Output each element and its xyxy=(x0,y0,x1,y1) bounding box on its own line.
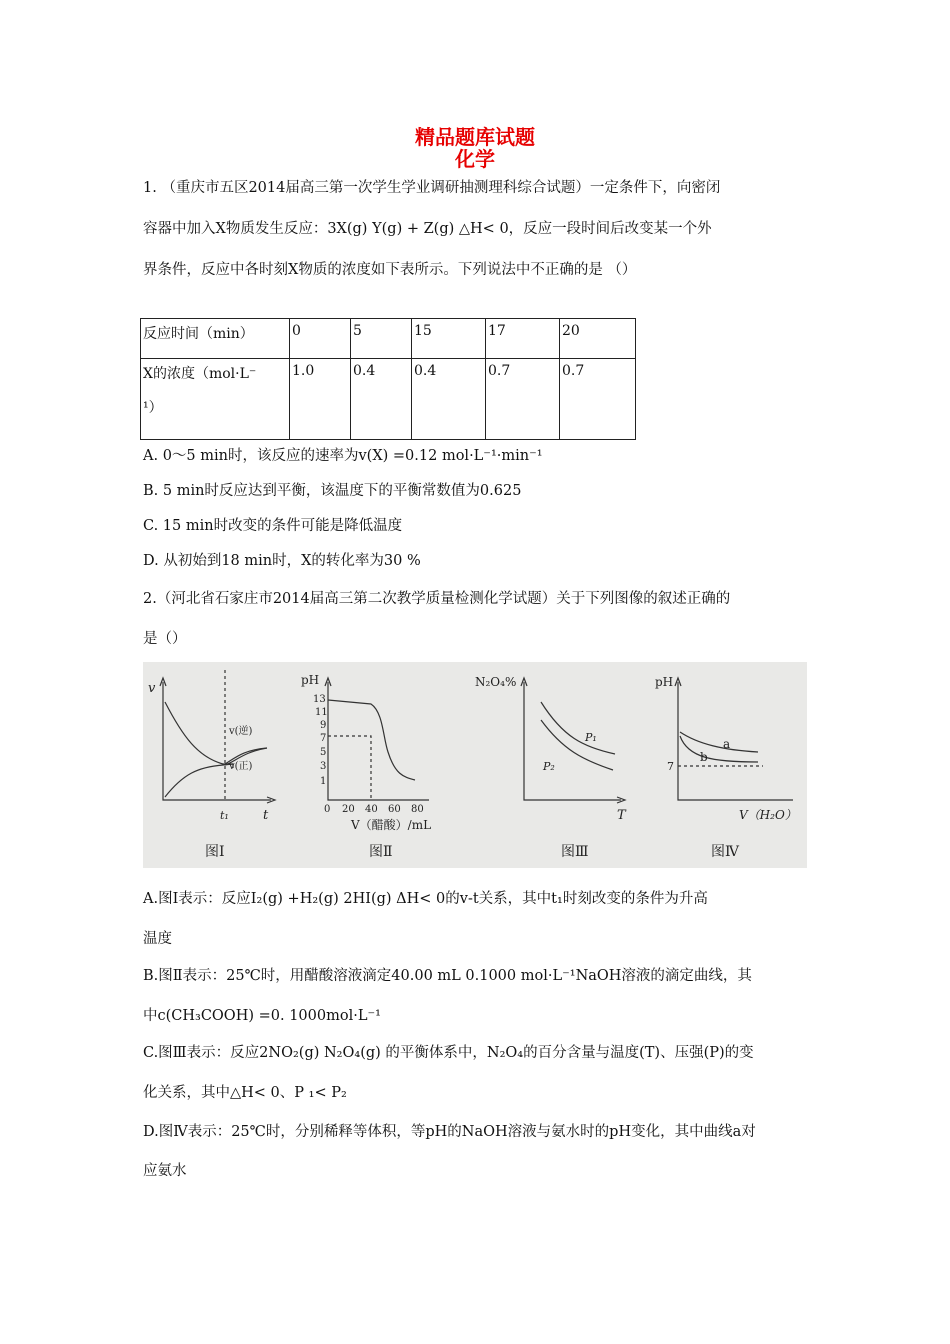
table-cell: 1.0 xyxy=(290,359,351,440)
y-tick: 3 xyxy=(320,761,327,772)
y-tick: 1 xyxy=(320,776,327,787)
ph7-label: 7 xyxy=(667,760,674,773)
q2-stem-line1: 2.（河北省石家庄市2014届高三第二次教学质量检测化学试题）关于下列图像的叙述正确的 xyxy=(143,591,731,607)
curve-b-label: b xyxy=(700,750,708,764)
table-cell-text: X的浓度（mol·L⁻ xyxy=(143,366,257,382)
q2-option-a-line2: 温度 xyxy=(143,931,172,947)
table-cell: 反应时间（min） xyxy=(141,319,290,359)
p2-label: P₂ xyxy=(543,760,555,773)
subject-title: 化学 xyxy=(455,147,495,171)
q2-option-d-line1: D.图Ⅳ表示：25℃时，分别稀释等体积，等pH的NaOH溶液与氨水时的pH变化，其中曲线a对 xyxy=(143,1124,756,1140)
y-tick: 5 xyxy=(320,747,327,758)
y-label: N₂O₄% xyxy=(475,675,517,689)
y-tick: 9 xyxy=(320,720,327,731)
curve-forward xyxy=(165,764,233,797)
curve-a xyxy=(680,732,758,752)
table-cell: 0.4 xyxy=(351,359,412,440)
y-label: pH xyxy=(301,673,320,687)
x-tick: 40 xyxy=(365,804,378,815)
table-cell: 20 xyxy=(560,319,636,359)
x-tick: 0 xyxy=(324,804,331,815)
y-tick: 13 xyxy=(313,694,326,705)
upper-label: v(逆) xyxy=(229,726,253,737)
x-tick: 60 xyxy=(388,804,401,815)
axes-2 xyxy=(328,682,429,800)
figure-3 xyxy=(475,675,627,860)
x-label: V（H₂O） xyxy=(739,808,797,822)
q1-stem-line1: 1. （重庆市五区2014届高三第一次学生学业调研抽测理科综合试题）一定条件下，向密闭 xyxy=(143,180,721,196)
curve-p1 xyxy=(541,702,615,754)
axes-3 xyxy=(524,682,621,800)
table-cell: 0.7 xyxy=(486,359,560,440)
q1-option-b: B. 5 min时反应达到平衡，该温度下的平衡常数值为0.625 xyxy=(143,483,522,499)
x-tick: 20 xyxy=(342,804,355,815)
caption: 图Ⅰ xyxy=(205,844,225,860)
caption: 图Ⅲ xyxy=(561,844,589,860)
x-tick: 80 xyxy=(411,804,424,815)
y-tick: 11 xyxy=(315,707,328,718)
q1-option-a: A. 0～5 min时，该反应的速率为v(X) =0.12 mol·L⁻¹·min⁻¹ xyxy=(143,448,543,464)
figure-4 xyxy=(655,675,797,860)
q2-option-b-line1: B.图Ⅱ表示：25℃时，用醋酸溶液滴定40.00 mL 0.1000 mol·L⁻¹NaOH溶液的滴定曲线，其 xyxy=(143,968,752,984)
q2-option-d-line2: 应氨水 xyxy=(143,1163,187,1179)
table-cell: 15 xyxy=(412,319,486,359)
x-label: V（醋酸）/mL xyxy=(351,818,432,832)
curve-reverse xyxy=(165,702,233,764)
axes-4 xyxy=(678,682,793,800)
equivalence-line xyxy=(328,736,371,800)
concentration-table xyxy=(140,318,636,440)
curve-a-label: a xyxy=(723,737,731,751)
y-label: v xyxy=(148,681,156,696)
q2-stem-line2: 是（） xyxy=(143,631,187,647)
q1-stem-line2: 容器中加入X物质发生反应：3X(g) Y(g) + Z(g) △H< 0，反应一段时间后改变某一个外 xyxy=(143,221,712,237)
table-cell: 5 xyxy=(351,319,412,359)
q1-option-c: C. 15 min时改变的条件可能是降低温度 xyxy=(143,518,403,534)
figure-1 xyxy=(148,670,275,860)
q2-option-c-line2: 化关系，其中△H< 0、P ₁< P₂ xyxy=(143,1085,347,1101)
lower-label: v(正) xyxy=(229,761,253,772)
table-cell xyxy=(141,359,290,440)
q1-option-d: D. 从初始到18 min时，X的转化率为30 % xyxy=(143,553,421,569)
q2-option-c-line1: C.图Ⅲ表示：反应2NO₂(g) N₂O₄(g) 的平衡体系中，N₂O₄的百分含量与温度(T)、压强(P)的变 xyxy=(143,1045,754,1061)
y-tick: 7 xyxy=(320,733,327,744)
q2-option-a-line1: A.图Ⅰ表示：反应I₂(g) +H₂(g) 2HI(g) ΔH< 0的v-t关系，其中t₁时刻改变的条件为升高 xyxy=(143,891,708,907)
q1-stem-line3: 界条件，反应中各时刻X物质的浓度如下表所示。下列说法中不正确的是 （） xyxy=(143,262,637,278)
figure-2 xyxy=(301,673,431,860)
y-label: pH xyxy=(655,675,674,689)
table-cell: 0.4 xyxy=(412,359,486,440)
table-cell: 17 xyxy=(486,319,560,359)
curve-b xyxy=(680,736,758,762)
x-label: t xyxy=(263,808,269,823)
table-cell-text-tail: ¹） xyxy=(143,400,163,416)
q2-option-b-line2: 中c(CH₃COOH) =0. 1000mol·L⁻¹ xyxy=(143,1008,381,1024)
page-title: 精品题库试题 xyxy=(415,125,535,149)
table-cell: 0.7 xyxy=(560,359,636,440)
table-cell: 0 xyxy=(290,319,351,359)
x-label: T xyxy=(617,808,626,823)
t1-label: t₁ xyxy=(220,809,229,822)
figures-svg xyxy=(143,662,807,868)
table-row xyxy=(141,319,636,359)
caption: 图Ⅳ xyxy=(711,844,739,860)
p1-label: P₁ xyxy=(585,731,597,744)
table-row xyxy=(141,359,636,440)
figure-panel xyxy=(143,662,807,868)
caption: 图Ⅱ xyxy=(369,844,393,860)
